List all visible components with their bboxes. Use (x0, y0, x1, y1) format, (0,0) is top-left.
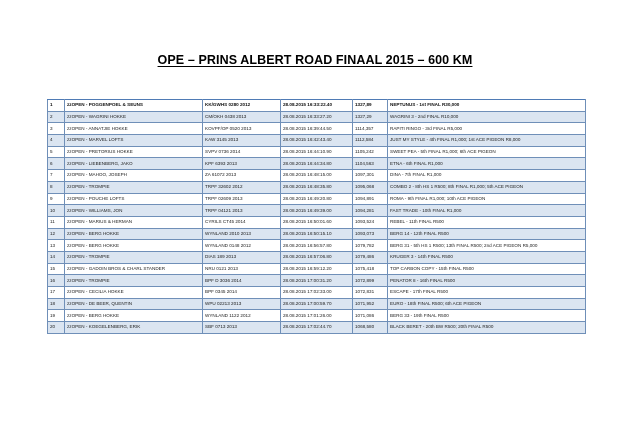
position-cell: 13 (48, 240, 65, 252)
fancier-name-cell: zzOPEN - WAGRINI HOKKE (65, 111, 203, 123)
prize-cell: BERG 31 - 5th HS 1 R500; 13th FINAL R500; 2nd ACE PIGEON R5,000 (388, 240, 586, 252)
velocity-cell: 1075,418 (353, 263, 388, 275)
table-row (48, 216, 586, 228)
ring-number-cell: WPU 02213 2013 (203, 298, 281, 310)
fancier-name-cell: zzOPEN - WILLIAMS, JON (65, 205, 203, 217)
page-title (0, 53, 630, 67)
fancier-name-cell: zzOPEN - BERG HOKKE (65, 240, 203, 252)
arrival-time-cell: 28.08.2015 16:33:27.20 (281, 111, 353, 123)
position-cell: 12 (48, 228, 65, 240)
ring-number-cell: NRU 0121 2013 (203, 263, 281, 275)
velocity-cell: 1094,281 (353, 205, 388, 217)
velocity-cell: 1071,952 (353, 298, 388, 310)
arrival-time-cell: 28.08.2015 16:48:35.80 (281, 181, 353, 193)
prize-cell: DINA - 7th FINAL R1,000 (388, 170, 586, 182)
ring-number-cell: SVPV 0736 2014 (203, 146, 281, 158)
fancier-name-cell: zzOPEN - DE BEER, QUENTIN (65, 298, 203, 310)
ring-number-cell: SBF 0713 2013 (203, 322, 281, 334)
page-title-text: OPE – PRINS ALBERT ROAD FINAAL 2015 – 600 KM (157, 53, 473, 67)
prize-cell: WAGRINI 3 - 2nd FINAL R10,000 (388, 111, 586, 123)
table-row (48, 100, 586, 112)
velocity-cell: 1072,831 (353, 287, 388, 299)
velocity-cell: 1327,29 (353, 111, 388, 123)
table-row (48, 135, 586, 147)
ring-number-cell: KK/GWHS 0280 2012 (203, 100, 281, 112)
table-row (48, 123, 586, 135)
ring-number-cell: DIAS 189 2013 (203, 251, 281, 263)
position-cell: 9 (48, 193, 65, 205)
fancier-name-cell: zzOPEN - CECILIA HOKKE (65, 287, 203, 299)
prize-cell: BERG 33 - 19th FINAL R500 (388, 310, 586, 322)
arrival-time-cell: 28.08.2015 17:00:31.20 (281, 275, 353, 287)
velocity-cell: 1094,891 (353, 193, 388, 205)
position-cell: 10 (48, 205, 65, 217)
table-row (48, 322, 586, 334)
table-row (48, 298, 586, 310)
velocity-cell: 1068,580 (353, 322, 388, 334)
position-cell: 2 (48, 111, 65, 123)
position-cell: 4 (48, 135, 65, 147)
table-row (48, 287, 586, 299)
arrival-time-cell: 28.08.2015 17:00:59.70 (281, 298, 353, 310)
ring-number-cell: CYRILS CT45 2014 (203, 216, 281, 228)
table-row (48, 146, 586, 158)
velocity-cell: 1097,301 (353, 170, 388, 182)
arrival-time-cell: 28.08.2015 17:01:26.00 (281, 310, 353, 322)
table-row (48, 181, 586, 193)
fancier-name-cell: zzOPEN - TROMPIE (65, 251, 203, 263)
velocity-cell: 1072,899 (353, 275, 388, 287)
position-cell: 8 (48, 181, 65, 193)
table-row (48, 275, 586, 287)
fancier-name-cell: zzOPEN - BERG HOKKE (65, 310, 203, 322)
velocity-cell: 1105,242 (353, 146, 388, 158)
arrival-time-cell: 28.08.2015 16:44:10.90 (281, 146, 353, 158)
prize-cell: REBEL - 11th FINAL R500 (388, 216, 586, 228)
velocity-cell: 1095,068 (353, 181, 388, 193)
prize-cell: KRUGER 3 - 14th FINAL R500 (388, 251, 586, 263)
fancier-name-cell: zzOPEN - MAHOO, JOSEPH (65, 170, 203, 182)
prize-cell: EURO - 18th FINAL R500; 6th ACE PIGEON (388, 298, 586, 310)
arrival-time-cell: 28.08.2015 16:42:43.40 (281, 135, 353, 147)
results-table (47, 99, 586, 334)
position-cell: 3 (48, 123, 65, 135)
prize-cell: NEPTUNUS - 1st FINAL R30,000 (388, 100, 586, 112)
position-cell: 15 (48, 263, 65, 275)
prize-cell: BERG 14 - 12th FINAL R500 (388, 228, 586, 240)
position-cell: 1 (48, 100, 65, 112)
arrival-time-cell: 28.08.2015 16:57:06.80 (281, 251, 353, 263)
velocity-cell: 1104,563 (353, 158, 388, 170)
fancier-name-cell: zzOPEN - MARVEL LOFTS (65, 135, 203, 147)
arrival-time-cell: 28.08.2015 16:39:44.50 (281, 123, 353, 135)
ring-number-cell: TRPF 32602 2012 (203, 181, 281, 193)
velocity-cell: 1093,524 (353, 216, 388, 228)
ring-number-cell: KAW 3145 2013 (203, 135, 281, 147)
prize-cell: JUST MY STYLE - 4th FINAL R1,000; 1st ACE PIGEON R8,000 (388, 135, 586, 147)
fancier-name-cell: zzOPEN - LIEBENBERG, JAKO (65, 158, 203, 170)
table-row (48, 240, 586, 252)
ring-number-cell: TRPF 02609 2013 (203, 193, 281, 205)
table-row (48, 310, 586, 322)
prize-cell: COMBO 2 - 8th HS 1 R500; 8th FINAL R1,000; 5th ACE PIGEON (388, 181, 586, 193)
position-cell: 19 (48, 310, 65, 322)
ring-number-cell: WYNLAND 0148 2012 (203, 240, 281, 252)
prize-cell: BLACK BERET - 20th BW R500; 20th FINAL R500 (388, 322, 586, 334)
ring-number-cell: BPF D 3036 2014 (203, 275, 281, 287)
position-cell: 7 (48, 170, 65, 182)
ring-number-cell: ZA 61072 2013 (203, 170, 281, 182)
position-cell: 18 (48, 298, 65, 310)
velocity-cell: 1114,357 (353, 123, 388, 135)
arrival-time-cell: 28.08.2015 16:50:01.60 (281, 216, 353, 228)
arrival-time-cell: 28.08.2015 16:48:15.00 (281, 170, 353, 182)
ring-number-cell: TRPF 04121 2013 (203, 205, 281, 217)
velocity-cell: 1327,89 (353, 100, 388, 112)
arrival-time-cell: 28.08.2015 16:59:12.20 (281, 263, 353, 275)
arrival-time-cell: 28.08.2015 17:02:44.70 (281, 322, 353, 334)
arrival-time-cell: 28.08.2015 16:44:34.80 (281, 158, 353, 170)
fancier-name-cell: zzOPEN - POGGENPOEL & SEUNS (65, 100, 203, 112)
position-cell: 6 (48, 158, 65, 170)
prize-cell: PENATOR 8 - 16th FINAL R500 (388, 275, 586, 287)
arrival-time-cell: 28.08.2015 16:49:39.00 (281, 205, 353, 217)
position-cell: 5 (48, 146, 65, 158)
prize-cell: SWEET PEA - 5th FINAL R1,000; 6th ACE PIGEON (388, 146, 586, 158)
fancier-name-cell: zzOPEN - GADOIN BROS & CHARL STANDER (65, 263, 203, 275)
arrival-time-cell: 28.08.2015 17:02:33.00 (281, 287, 353, 299)
results-table-body (48, 100, 586, 334)
table-row (48, 158, 586, 170)
ring-number-cell: CM/OKH 0438 2013 (203, 111, 281, 123)
position-cell: 17 (48, 287, 65, 299)
arrival-time-cell: 28.08.2015 16:49:20.80 (281, 193, 353, 205)
velocity-cell: 1112,584 (353, 135, 388, 147)
fancier-name-cell: zzOPEN - TROMPIE (65, 275, 203, 287)
fancier-name-cell: zzOPEN - POUCHE LOFTS (65, 193, 203, 205)
table-row (48, 193, 586, 205)
table-row (48, 228, 586, 240)
prize-cell: ETNA - 6th FINAL R1,000 (388, 158, 586, 170)
velocity-cell: 1079,782 (353, 240, 388, 252)
arrival-time-cell: 28.08.2015 16:33:22.40 (281, 100, 353, 112)
arrival-time-cell: 28.08.2015 16:56:57.80 (281, 240, 353, 252)
fancier-name-cell: zzOPEN - BERG HOKKE (65, 228, 203, 240)
ring-number-cell: WYNLAND 1122 2012 (203, 310, 281, 322)
position-cell: 11 (48, 216, 65, 228)
velocity-cell: 1079,486 (353, 251, 388, 263)
ring-number-cell: KOVPF/OP 0520 2013 (203, 123, 281, 135)
prize-cell: TOP CARBON COPY - 15th FINAL R500 (388, 263, 586, 275)
arrival-time-cell: 28.08.2015 16:50:15.10 (281, 228, 353, 240)
fancier-name-cell: zzOPEN - KOEGELENBERG, ERIK (65, 322, 203, 334)
prize-cell: RAPITI RINGO - 3rd FINAL R5,000 (388, 123, 586, 135)
ring-number-cell: WYNLAND 2010 2013 (203, 228, 281, 240)
position-cell: 16 (48, 275, 65, 287)
position-cell: 14 (48, 251, 65, 263)
velocity-cell: 1093,073 (353, 228, 388, 240)
ring-number-cell: KPF 6393 2013 (203, 158, 281, 170)
velocity-cell: 1071,086 (353, 310, 388, 322)
position-cell: 20 (48, 322, 65, 334)
fancier-name-cell: zzOPEN - MARIUS & HERMAN (65, 216, 203, 228)
fancier-name-cell: zzOPEN - PRETORIUS HOKKE (65, 146, 203, 158)
prize-cell: ROMA - 9th FINAL R1,000; 10th ACE PIGEON (388, 193, 586, 205)
fancier-name-cell: zzOPEN - TROMPIE (65, 181, 203, 193)
fancier-name-cell: zzOPEN - ANNATJIE HOKKE (65, 123, 203, 135)
table-row (48, 111, 586, 123)
prize-cell: FAST TRADE - 10th FINAL R1,000 (388, 205, 586, 217)
table-row (48, 170, 586, 182)
prize-cell: ESCAPE - 17th FINAL R500 (388, 287, 586, 299)
table-row (48, 263, 586, 275)
table-row (48, 205, 586, 217)
table-row (48, 251, 586, 263)
ring-number-cell: BPF 0345 2014 (203, 287, 281, 299)
